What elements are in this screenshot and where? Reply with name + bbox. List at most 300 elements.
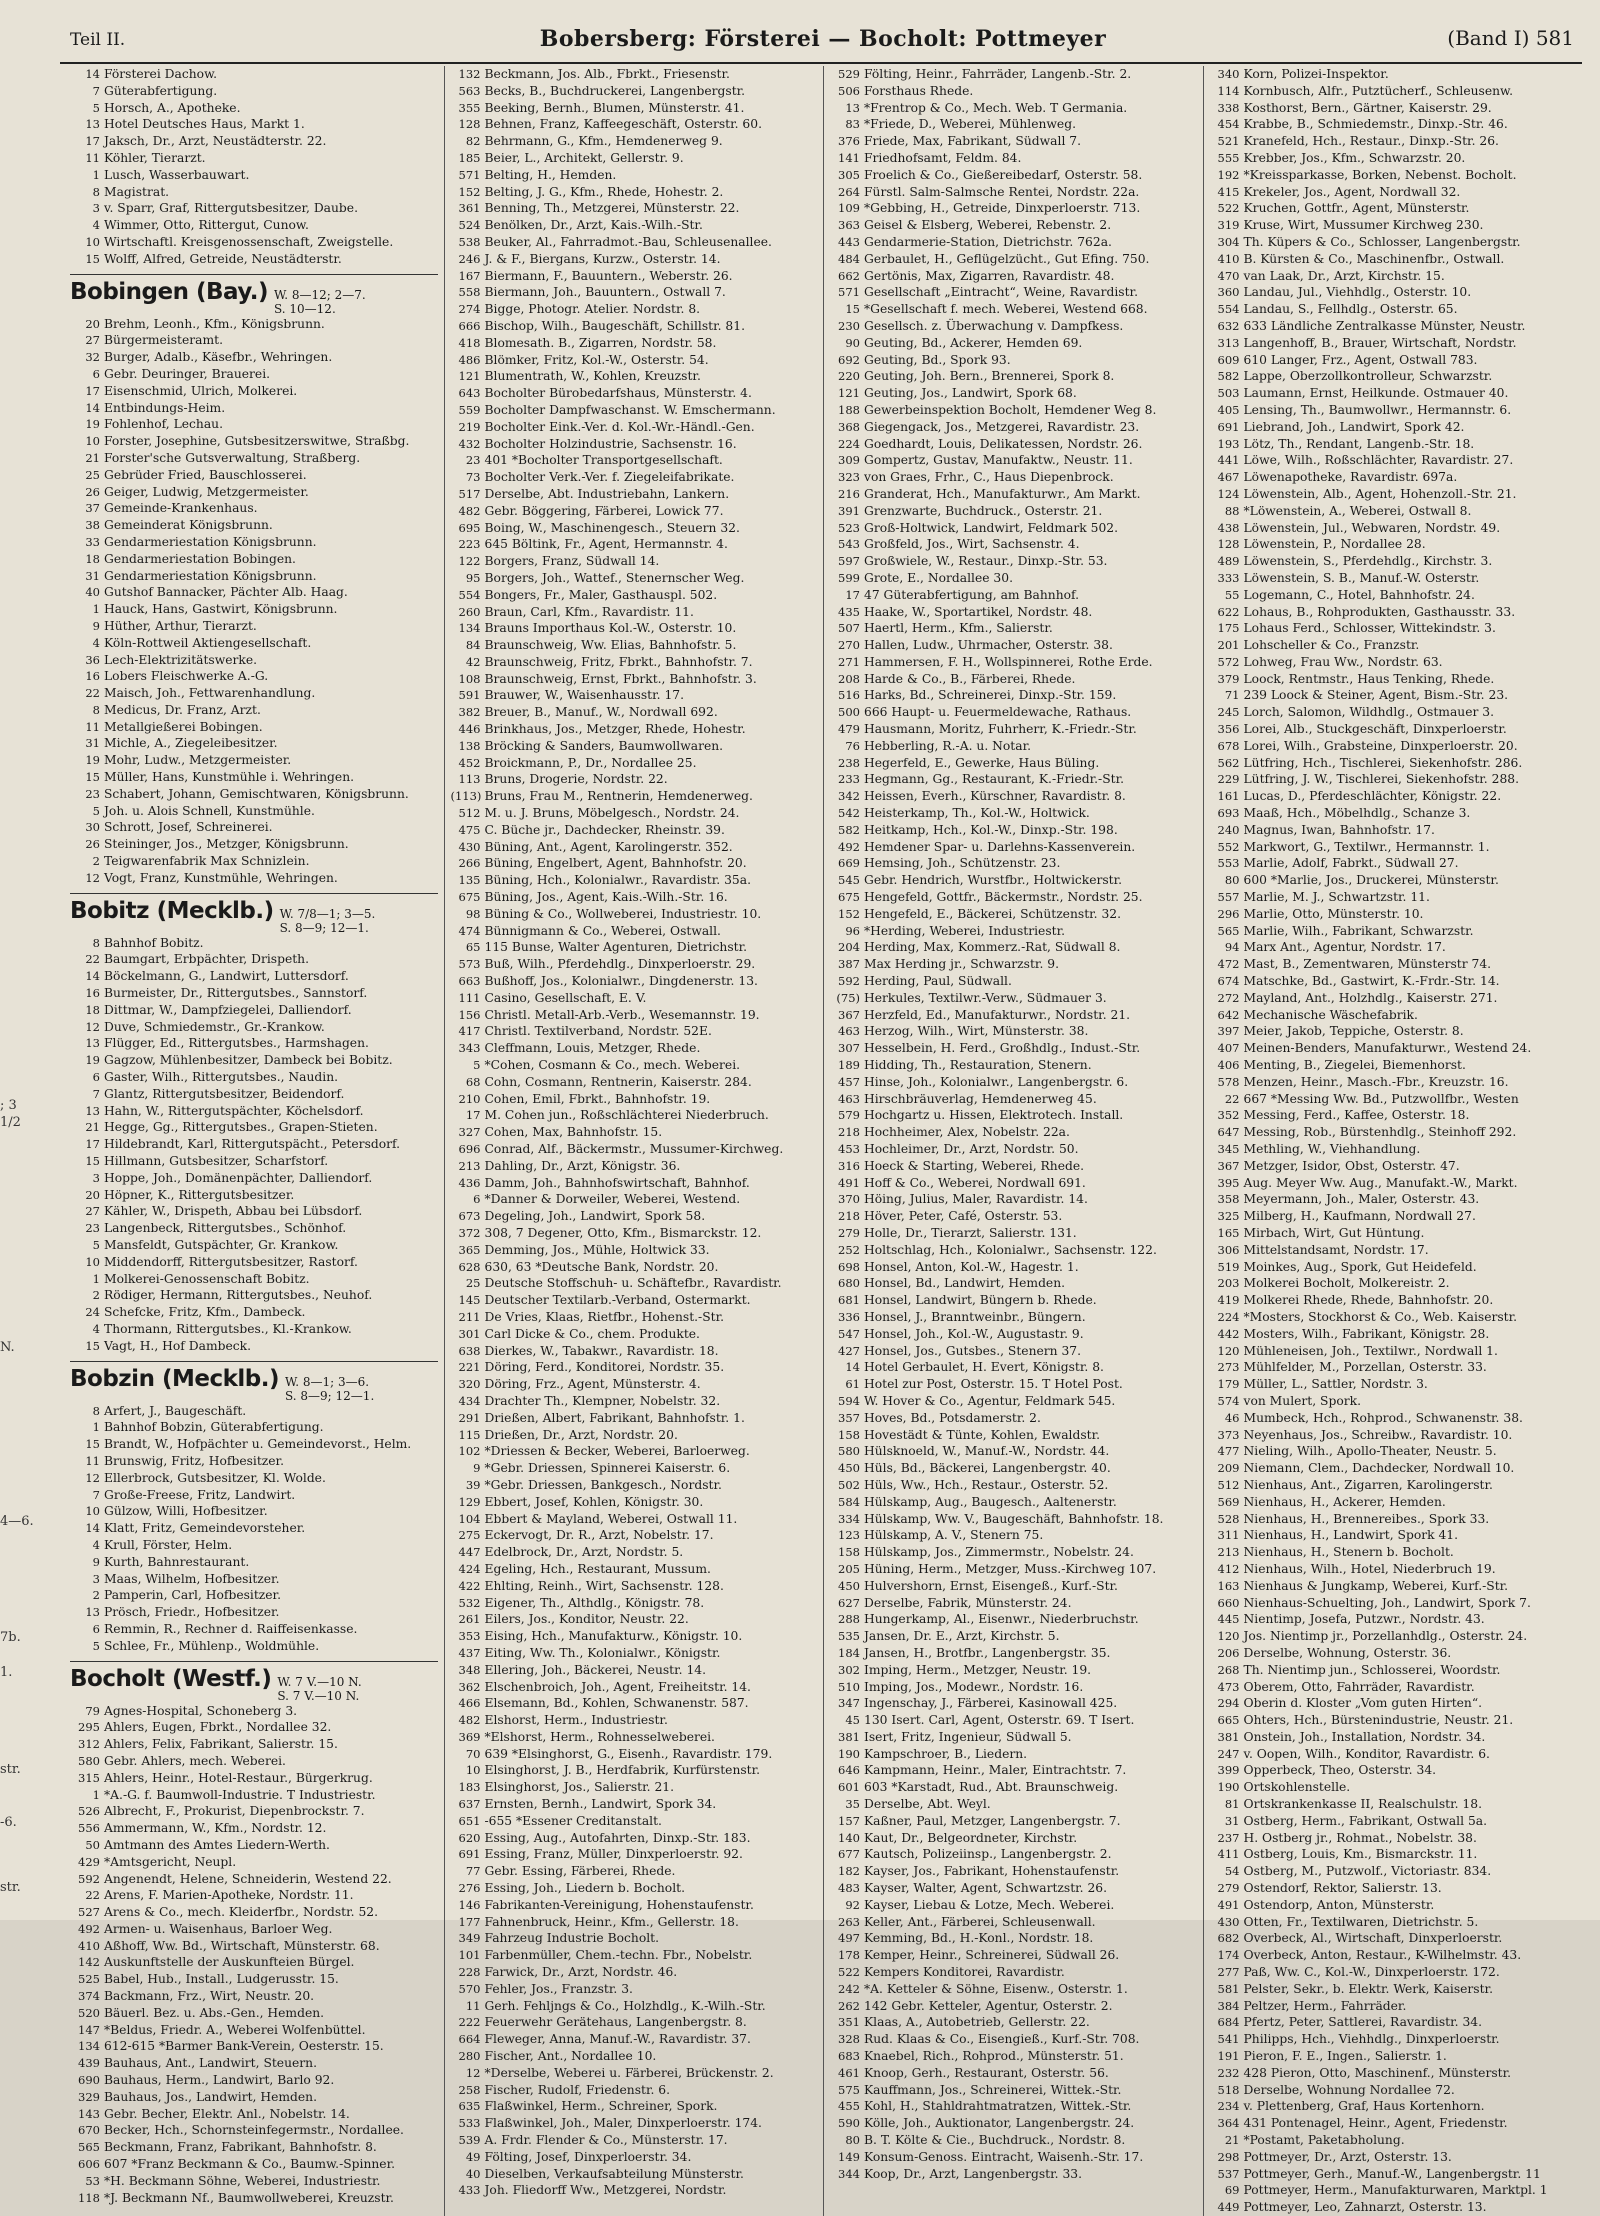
phone-number: 175 [1217,621,1240,636]
subscriber-text: Biermann, Joh., Bauuntern., Ostwall 7. [484,285,726,300]
phone-number: 439 [78,2056,100,2071]
margin-note: 7b. [0,1630,21,1645]
subscriber-text: Imping, Jos., Modewr., Nordstr. 16. [864,1679,1084,1694]
subscriber-text: B. T. Költe & Cie., Buchdruck., Nordstr. 8. [864,2133,1126,2148]
directory-entry [1210,1208,1577,1225]
subscriber-text: Onstein, Joh., Installation, Nordstr. 34. [1243,1729,1486,1744]
phone-number: 190 [1217,1780,1240,1795]
subscriber-text: Oberem, Otto, Fahrräder, Ravardistr. [1243,1679,1475,1694]
directory-entry [70,1638,438,1655]
directory-entry [70,1621,438,1638]
subscriber-text: Hüls, Bd., Bäckerei, Langenbergstr. 40. [864,1461,1111,1476]
phone-number: 665 [1217,1713,1240,1728]
phone-number: 42 [465,654,481,669]
subscriber-text: Behrmann, G., Kfm., Hemdenerweg 9. [484,134,723,149]
phone-number: 340 [1217,67,1240,81]
directory-entry [1210,335,1577,352]
subscriber-text: Derselbe, Fabrik, Münsterstr. 24. [864,1595,1072,1610]
phone-number: 45 [845,1713,860,1728]
subscriber-text: Hüls, Ww., Hch., Restaur., Osterstr. 52. [864,1477,1109,1492]
subscriber-text: Ostberg, M., Putzwolf., Victoriastr. 834. [1243,1864,1492,1879]
phone-number: 542 [838,806,860,821]
phone-number: 424 [458,1561,481,1576]
phone-number: 559 [458,402,481,417]
directory-entry [830,66,1197,83]
directory-entry [451,1477,818,1494]
phone-number: 22 [85,686,100,701]
phone-number: 681 [838,1293,860,1308]
phone-number: 230 [838,318,860,333]
phone-number: 9 [92,618,100,633]
subscriber-text: Eiting, Ww. Th., Kolonialwr., Königstr. [484,1645,721,1660]
directory-entry [451,318,818,335]
phone-number: 592 [78,1871,100,1886]
subscriber-text: Gendarmeriestation Bobingen. [104,551,296,566]
directory-entry [70,1520,438,1537]
phone-number: 31 [85,568,100,583]
subscriber-text: Löwenapotheke, Ravardistr. 697a. [1243,470,1458,485]
directory-entry [451,771,818,788]
subscriber-text: Große-Freese, Fritz, Landwirt. [104,1487,296,1502]
directory-entry [70,1803,438,1820]
directory-entry [451,1107,818,1124]
margin-note: str. [0,1762,21,1777]
phone-number: 427 [838,1343,860,1358]
phone-number: 525 [78,1972,100,1987]
subscriber-text: Hülskamp, Aug., Baugesch., Aaltenerstr. [864,1494,1117,1509]
phone-number: 185 [458,150,481,165]
directory-entry [830,1628,1197,1645]
phone-number: 83 [845,117,860,132]
directory-entry [1210,704,1577,721]
directory-entry [70,1854,438,1871]
directory-entry [830,352,1197,369]
phone-number: 20 [85,1187,100,1202]
phone-number: 532 [458,1595,481,1610]
phone-number: 472 [1217,957,1240,972]
subscriber-text: Mechanische Wäschefabrik. [1243,1007,1418,1022]
phone-number: 183 [458,1780,481,1795]
phone-number: 11 [85,719,100,734]
phone-number: 17 [465,1108,481,1123]
directory-entry [70,951,438,968]
subscriber-text: Ahlers, Felix, Fabrikant, Salierstr. 15. [104,1737,338,1752]
subscriber-text: v. Sparr, Graf, Rittergutsbesitzer, Daube. [104,201,358,216]
directory-entry [830,1208,1197,1225]
phone-number: 580 [838,1444,860,1459]
directory-entry [1210,1376,1577,1393]
directory-entry [830,1611,1197,1628]
subscriber-text: Hulvershorn, Ernst, Eisengeß., Kurf.-Str. [864,1578,1118,1593]
phone-number: 353 [458,1629,481,1644]
subscriber-text: Metzger, Isidor, Obst, Osterstr. 47. [1243,1158,1460,1173]
phone-number: 691 [458,1847,481,1862]
directory-entry [830,419,1197,436]
subscriber-text: Bocholter Bürobedarfshaus, Münsterstr. 4. [484,386,752,401]
directory-entry [830,1040,1197,1057]
subscriber-text: Bahnhof Bobzin, Güterabfertigung. [104,1420,324,1435]
directory-entry [70,836,438,853]
phone-number: 492 [78,1921,100,1936]
subscriber-text: De Vries, Klaas, Rietfbr., Hohenst.-Str. [484,1309,725,1324]
phone-number: 245 [1217,705,1240,720]
phone-number: 562 [1217,755,1240,770]
directory-entry [830,2065,1197,2082]
subscriber-text: Hülskamp, A. V., Stenern 75. [864,1528,1044,1543]
phone-number: 5 [92,1638,100,1653]
phone-number: 554 [1217,302,1240,317]
directory-entry [451,1494,818,1511]
subscriber-text: Methling, W., Viehhandlung. [1243,1142,1421,1156]
subscriber-text: 667 *Messing Ww. Bd., Putzwollfbr., Westen [1243,1091,1519,1106]
directory-entry [1210,2098,1577,2115]
directory-entry [1210,1393,1577,1410]
subscriber-text: Mast, B., Zementwaren, Münsterstr 74. [1243,957,1492,972]
subscriber-text: Pamperin, Carl, Hofbesitzer. [104,1588,281,1603]
phone-number: 22 [1224,1091,1240,1106]
directory-entry [70,1019,438,1036]
phone-number: 435 [838,604,860,619]
directory-entry [451,1746,818,1763]
directory-entry [451,1981,818,1998]
phone-number: 102 [458,1444,481,1459]
phone-number: 115 [458,1427,481,1442]
directory-entry [70,1419,438,1436]
subscriber-text: Hotel zur Post, Osterstr. 15. T Hotel Post. [864,1377,1123,1392]
phone-number: 381 [1217,1729,1240,1744]
subscriber-text: *A. Ketteler & Söhne, Eisenw., Osterstr. 1. [864,1981,1128,1996]
directory-entry [70,1136,438,1153]
subscriber-text: Büning, Jos., Agent, Kais.-Wilh.-Str. 16. [484,890,728,905]
phone-number: 441 [1217,453,1240,468]
phone-number: 364 [1217,2116,1240,2131]
subscriber-text: Hengefeld, Gottfr., Bäckermstr., Nordstr. 25. [864,890,1143,905]
subscriber-text: Blomesath. B., Zigarren, Nordstr. 58. [484,335,717,350]
subscriber-text: Köhler, Tierarzt. [104,150,206,165]
subscriber-text: Friede, Max, Fabrikant, Südwall 7. [864,134,1082,149]
phone-number: 84 [465,638,481,653]
subscriber-text: Hauck, Hans, Gastwirt, Königsbrunn. [104,602,338,617]
subscriber-text: Carl Dicke & Co., chem. Produkte. [484,1326,700,1341]
office-hours [285,1375,374,1403]
subscriber-text: Forsthaus Rhede. [864,83,974,98]
subscriber-text: Höver, Peter, Café, Osterstr. 53. [864,1209,1063,1224]
directory-entry [70,2122,438,2139]
phone-number: 184 [838,1645,860,1660]
directory-entry [830,973,1197,990]
phone-number: 23 [85,786,100,801]
subscriber-text: -655 *Essener Creditanstalt. [484,1813,662,1828]
subscriber-text: Beeking, Bernh., Blumen, Münsterstr. 41. [484,100,745,115]
subscriber-text: B. Kürsten & Co., Maschinenfbr., Ostwall. [1243,251,1505,266]
directory-entry [451,1662,818,1679]
directory-entry [1210,1628,1577,1645]
subscriber-text: Overbeck, Anton, Restaur., K-Wilhelmstr. 43. [1243,1948,1522,1963]
directory-entry [1210,1712,1577,1729]
directory-entry [830,671,1197,688]
directory-entry [1210,200,1577,217]
directory-entry [1210,251,1577,268]
subscriber-text: Eising, Hch., Manufakturw., Königstr. 10. [484,1629,743,1644]
directory-entry [451,1611,818,1628]
phone-number: 538 [458,234,481,249]
subscriber-text: Farwick, Dr., Arzt, Nordstr. 46. [484,1965,678,1980]
directory-entry [70,2022,438,2039]
directory-entry [830,436,1197,453]
phone-number: 675 [838,890,860,905]
office-hours-line: W. 8—1; 3—6. [284,1374,370,1389]
phone-number: 4 [92,218,100,233]
town-name: Bocholt (Westf.) [70,1665,272,1692]
subscriber-text: Gebr. Ahlers, mech. Weberei. [104,1753,286,1768]
subscriber-text: Michle, A., Ziegeleibesitzer. [104,736,278,751]
phone-number: 233 [838,772,860,787]
phone-number: 128 [458,117,481,132]
subscriber-text: Hochheimer, Alex, Nobelstr. 22a. [864,1125,1070,1140]
subscriber-text: Wolff, Alfred, Getreide, Neustädterstr. [104,251,342,266]
subscriber-text: *Derselbe, Weberei u. Färberei, Brückenstr. 2. [484,2065,774,2080]
directory-entry [70,500,438,517]
directory-entry [70,635,438,652]
subscriber-text: 612-615 *Barmer Bank-Verein, Oesterstr. 15. [104,2039,384,2054]
subscriber-text: Mühleneisen, Joh., Textilwr., Nordwall 1. [1243,1343,1498,1358]
phone-number: 272 [1217,990,1240,1005]
phone-number: 379 [1217,671,1240,686]
directory-entry [451,1259,818,1276]
directory-entry [830,1259,1197,1276]
phone-number: 19 [85,1053,100,1068]
phone-number: 584 [838,1494,860,1509]
directory-entry [451,1427,818,1444]
town-heading [70,1361,438,1403]
phone-number: 484 [838,251,860,266]
phone-number: 533 [458,2116,481,2131]
phone-number: 10 [85,234,100,249]
subscriber-text: Ehlting, Reinh., Wirt, Sachsenstr. 128. [484,1578,724,1593]
office-hours-line: W. 7 V.—10 N. [277,1674,362,1689]
subscriber-text: Hochleimer, Dr., Arzt, Nordstr. 50. [864,1142,1079,1156]
subscriber-text: Geisel & Elsberg, Weberei, Rebenstr. 2. [864,218,1112,233]
directory-entry [70,2005,438,2022]
directory-entry [451,671,818,688]
phone-number: 157 [838,1813,860,1828]
directory-entry [1210,1074,1577,1091]
phone-number: 17 [85,134,100,149]
subscriber-text: Fahnenbruck, Heinr., Kfm., Gellerstr. 18. [484,1914,739,1929]
directory-entry [70,1203,438,1220]
phone-number: 113 [458,772,481,787]
subscriber-text: Marlie, Adolf, Fabrkt., Südwall 27. [1243,856,1459,871]
phone-number: 4 [92,1537,100,1552]
directory-entry [830,1410,1197,1427]
phone-number: 27 [85,333,100,348]
directory-entry [451,872,818,889]
directory-entry [830,234,1197,251]
subscriber-text: *Mosters, Stockhorst & Co., Web. Kaiserstr. [1243,1309,1518,1324]
subscriber-text: Groß-Holtwick, Landwirt, Feldmark 502. [864,520,1119,535]
phone-number: 55 [1224,587,1240,602]
column-4 [1203,66,1583,2216]
phone-number: 13 [85,1605,100,1620]
subscriber-text: *Löwenstein, A., Weberei, Ostwall 8. [1243,503,1472,518]
phone-number: 165 [1217,1225,1240,1240]
subscriber-text: Kaßner, Paul, Metzger, Langenbergstr. 7. [864,1813,1121,1828]
phone-number: 10 [85,1254,100,1269]
directory-entry [70,1086,438,1103]
directory-entry [451,2065,818,2082]
phone-number: 695 [458,520,481,535]
subscriber-text: Krabbe, B., Schmiedemstr., Dinxp.-Str. 46. [1243,117,1508,132]
subscriber-text: Brauns Importhaus Kol.-W., Osterstr. 10. [484,621,737,636]
directory-entry [1210,923,1577,940]
subscriber-text: Milberg, H., Kaufmann, Nordwall 27. [1243,1209,1476,1224]
directory-entry [830,788,1197,805]
phone-number: 61 [845,1377,860,1392]
directory-entry [451,469,818,486]
phone-number: 16 [85,986,100,1001]
subscriber-text: Langenhoff, B., Brauer, Wirtschaft, Nordstr. [1243,335,1517,350]
phone-number: 291 [458,1410,481,1425]
subscriber-text: Kosthorst, Bern., Gärtner, Kaiserstr. 29. [1243,100,1492,115]
subscriber-text: Lohaus Ferd., Schlosser, Wittekindstr. 3. [1243,621,1496,636]
phone-number: 651 [458,1813,481,1828]
directory-entry [1210,1460,1577,1477]
phone-number: 88 [1224,503,1240,518]
directory-entry [451,251,818,268]
subscriber-text: Duve, Schmiedemstr., Gr.-Krankow. [104,1019,325,1034]
subscriber-text: Lorei, Alb., Stuckgeschäft, Dinxperloerstr. [1243,722,1507,737]
directory-entry [70,668,438,685]
directory-entry [1210,268,1577,285]
phone-number: 312 [78,1737,100,1752]
subscriber-text: Lütfring, Hch., Tischlerei, Siekenhofstr. 286. [1243,755,1523,770]
directory-entry [451,536,818,553]
directory-entry [1210,1124,1577,1141]
phone-number: 520 [78,2005,100,2020]
subscriber-text: Lohweg, Frau Ww., Nordstr. 63. [1243,654,1443,669]
directory-entry [1210,620,1577,637]
directory-entry [70,251,438,268]
subscriber-text: *Gebr. Driessen, Bankgesch., Nordstr. [484,1477,722,1492]
subscriber-text: Dittmar, W., Dampfziegelei, Dalliendorf. [104,1002,352,1017]
subscriber-text: Wirtschaftl. Kreisgenossenschaft, Zweigstelle. [104,234,394,249]
phone-number: 134 [78,2039,100,2054]
subscriber-text: Geuting, Joh. Bern., Brennerei, Spork 8. [864,369,1115,384]
subscriber-text: 607 *Franz Beckmann & Co., Baumw.-Spinner. [104,2157,396,2172]
subscriber-text: Harks, Bd., Schreinerei, Dinxp.-Str. 159. [864,688,1117,703]
subscriber-text: Korn, Polizei-Inspektor. [1243,67,1389,81]
directory-entry [1210,1863,1577,1880]
subscriber-text: Kayser, Liebau & Lotze, Mech. Weberei. [864,1897,1115,1912]
subscriber-text: Jansen, H., Brotfbr., Langenbergstr. 35. [864,1645,1111,1660]
subscriber-text: Hegge, Gg., Rittergutsbes., Grapen-Stieten. [104,1120,378,1135]
subscriber-text: Heisterkamp, Th., Kol.-W., Holtwick. [864,806,1090,821]
phone-number: 512 [1217,1477,1240,1492]
directory-entry [451,2048,818,2065]
subscriber-text: Deutsche Stoffschuh- u. Schäftefbr., Ravardistr. [484,1276,782,1291]
phone-number: 521 [1217,134,1240,149]
phone-number: 36 [85,652,100,667]
subscriber-text: Gendarmeriestation Königsbrunn. [104,568,317,583]
directory-entry [70,100,438,117]
left-margin-notes [0,0,60,1920]
phone-number: 38 [85,518,100,533]
phone-number: 295 [78,1720,100,1735]
directory-entry [70,601,438,618]
directory-entry [451,973,818,990]
directory-entry [451,200,818,217]
phone-number: 457 [838,1074,860,1089]
subscriber-text: Armen- u. Waisenhaus, Barloer Weg. [104,1921,333,1936]
subscriber-text: Pottmeyer, Leo, Zahnarzt, Osterstr. 13. [1243,2200,1487,2215]
subscriber-text: A. Frdr. Flender & Co., Münsterstr. 17. [484,2133,728,2148]
phone-number: 450 [838,1578,860,1593]
subscriber-text: Edelbrock, Dr., Arzt, Nordstr. 5. [484,1545,684,1560]
subscriber-text: Albrecht, F., Prokurist, Diepenbrockstr. 7. [104,1804,365,1819]
subscriber-text: Derselbe, Abt. Industriebahn, Lankern. [484,486,730,501]
subscriber-text: Bröcking & Sanders, Baumwollwaren. [484,738,724,753]
phone-number: 343 [458,1041,481,1056]
directory-entry [70,1487,438,1504]
subscriber-text: Lötz, Th., Rendant, Langenb.-Str. 18. [1243,436,1475,451]
phone-number: 68 [465,1074,481,1089]
subscriber-text: *A.-G. f. Baumwoll-Industrie. T Industriestr. [104,1787,376,1802]
directory-entry [830,1998,1197,2015]
subscriber-text: *J. Beckmann Nf., Baumwollweberei, Kreuzstr. [104,2190,394,2205]
phone-number: 188 [838,402,860,417]
subscriber-text: 401 *Bocholter Transportgesellschaft. [484,453,723,468]
subscriber-text: Gesellschaft „Eintracht“, Weine, Ravardistr. [864,285,1138,300]
phone-number: 82 [465,134,481,149]
directory-entry [70,1069,438,1086]
phone-number: 111 [458,990,481,1005]
subscriber-text: Meyermann, Joh., Maler, Osterstr. 43. [1243,1192,1480,1207]
directory-entry [70,1436,438,1453]
directory-entry [1210,1762,1577,1779]
subscriber-text: Ahlers, Heinr., Hotel-Restaur., Bürgerkrug. [104,1770,373,1785]
phone-number: 328 [838,2032,860,2047]
subscriber-text: Rud. Klaas & Co., Eisengieß., Kurf.-Str. 708. [864,2032,1140,2047]
phone-number: 491 [1217,1897,1240,1912]
subscriber-text: Gebrüder Fried, Bauschlosserei. [104,467,307,482]
subscriber-text: Bauhaus, Ant., Landwirt, Steuern. [104,2056,317,2071]
subscriber-text: Fürstl. Salm-Salmsche Rentei, Nordstr. 22a. [864,184,1140,199]
phone-number: 114 [1217,83,1240,98]
phone-number: 597 [838,554,860,569]
subscriber-text: Dieselben, Verkaufsabteilung Münsterstr. [484,2166,744,2181]
subscriber-text: Eigener, Th., Althdlg., Königstr. 78. [484,1595,705,1610]
subscriber-text: Braun, Carl, Kfm., Ravardistr. 11. [484,604,694,619]
phone-number: 436 [458,1175,481,1190]
subscriber-text: Elsinghorst, J. B., Herdfabrik, Kurfürstenstr. [484,1763,761,1778]
directory-entry [70,1904,438,1921]
subscriber-text: Blumentrath, W., Kohlen, Kreuzstr. [484,369,701,384]
directory-entry [451,1762,818,1779]
subscriber-text: Gemeinde-Krankenhaus. [104,501,258,516]
phone-number: 5 [92,803,100,818]
subscriber-text: Mühlfelder, M., Porzellan, Osterstr. 33. [1243,1360,1487,1375]
directory-entry [830,1326,1197,1343]
phone-number: 9 [473,1461,481,1476]
directory-entry [70,433,438,450]
subscriber-text: Löwenstein, P., Nordallee 28. [1243,537,1426,552]
subscriber-text: Pottmeyer, Gerh., Manuf.-W., Langenbergstr. 11 [1243,2166,1541,2181]
phone-number: 410 [78,1938,100,1953]
subscriber-text: Arfert, J., Baugeschäft. [104,1403,247,1418]
phone-number: 23 [85,1221,100,1236]
directory-entry [451,1309,818,1326]
subscriber-text: Oberin d. Kloster „Vom guten Hirten“. [1243,1696,1483,1711]
